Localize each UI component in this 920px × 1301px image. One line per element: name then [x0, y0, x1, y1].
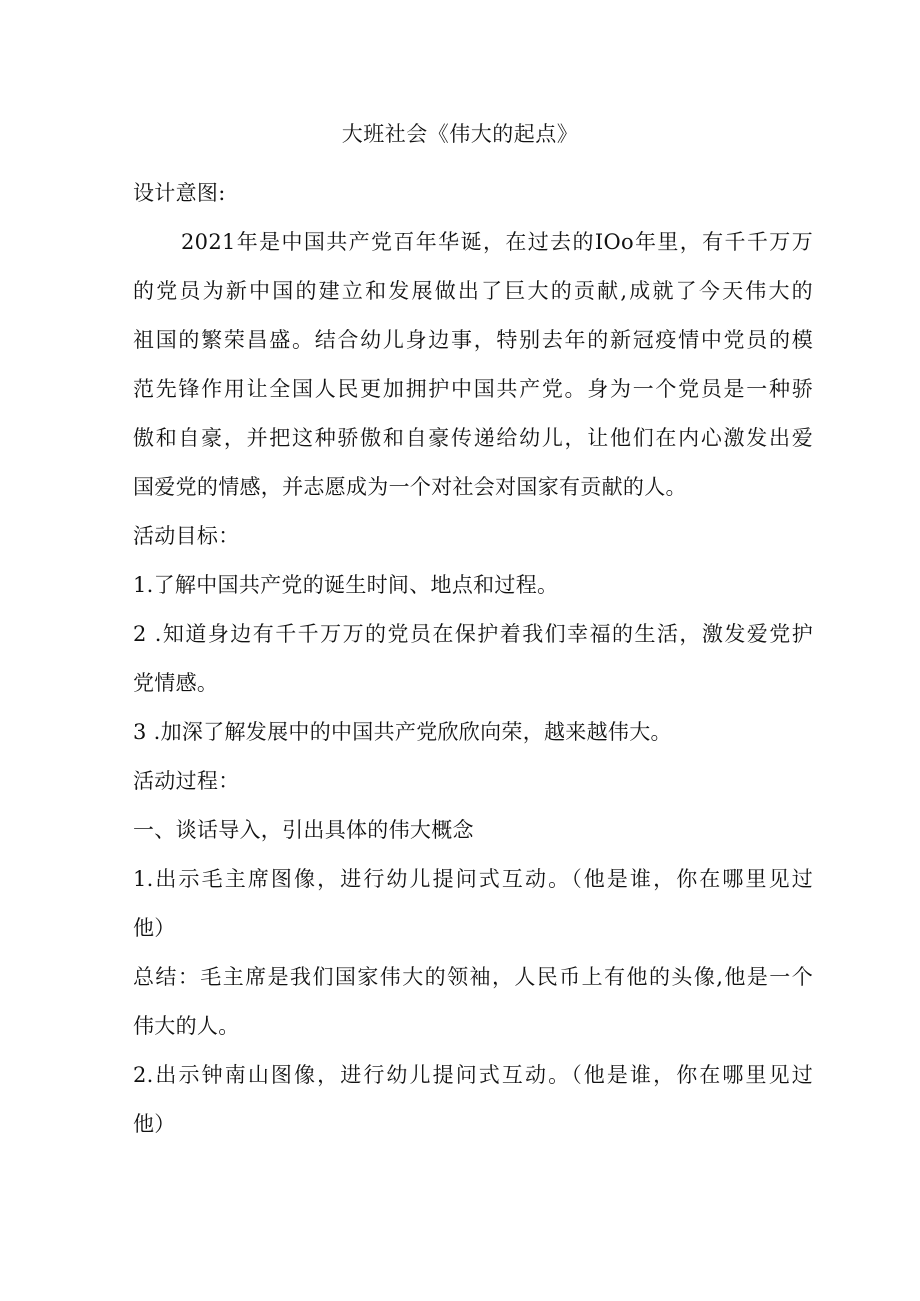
step-item: 1.出示毛主席图像，进行幼儿提问式互动。（他是谁，你在哪里见过	[133, 867, 813, 891]
goal-item: 2 .知道身边有千千万万的党员在保护着我们幸福的生活，激发爱党护	[133, 622, 813, 646]
intro-line: 傲和自豪，并把这种骄傲和自豪传递给幼儿，让他们在内心激发出爱	[133, 426, 813, 450]
intro-line: 2021年是中国共产党百年华诞，在过去的IOo年里，有千千万万	[181, 230, 813, 254]
goal-item-continuation: 党情感。	[133, 671, 219, 695]
intro-line: 的党员为新中国的建立和发展做出了巨大的贡献,成就了今天伟大的	[133, 279, 813, 303]
step-item: 2.出示钟南山图像，进行幼儿提问式互动。（他是谁，你在哪里见过	[133, 1063, 813, 1087]
intro-line: 范先锋作用让全国人民更加拥护中国共产党。身为一个党员是一种骄	[133, 377, 813, 401]
goal-item: 3 .加深了解发展中的中国共产党欣欣向荣，越来越伟大。	[133, 720, 672, 744]
summary-text: 总结：毛主席是我们国家伟大的领袖，人民币上有他的头像,他是一个	[133, 965, 813, 989]
step-item-continuation: 他）	[133, 1112, 176, 1136]
design-intent-heading: 设计意图:	[133, 181, 226, 205]
intro-line: 国爱党的情感，并志愿成为一个对社会对国家有贡献的人。	[133, 475, 687, 499]
document-title: 大班社会《伟大的起点》	[341, 122, 579, 146]
step-item-continuation: 他）	[133, 916, 176, 940]
section-heading: 一、谈话导入，引出具体的伟大概念	[133, 818, 474, 842]
summary-text-continuation: 伟大的人。	[133, 1014, 240, 1038]
intro-line: 祖国的繁荣昌盛。结合幼儿身边事，特别去年的新冠疫情中党员的模	[133, 328, 813, 352]
goal-item: 1.了解中国共产党的诞生时间、地点和过程。	[133, 573, 559, 597]
goals-heading: 活动目标：	[133, 524, 240, 548]
process-heading: 活动过程：	[133, 769, 240, 793]
